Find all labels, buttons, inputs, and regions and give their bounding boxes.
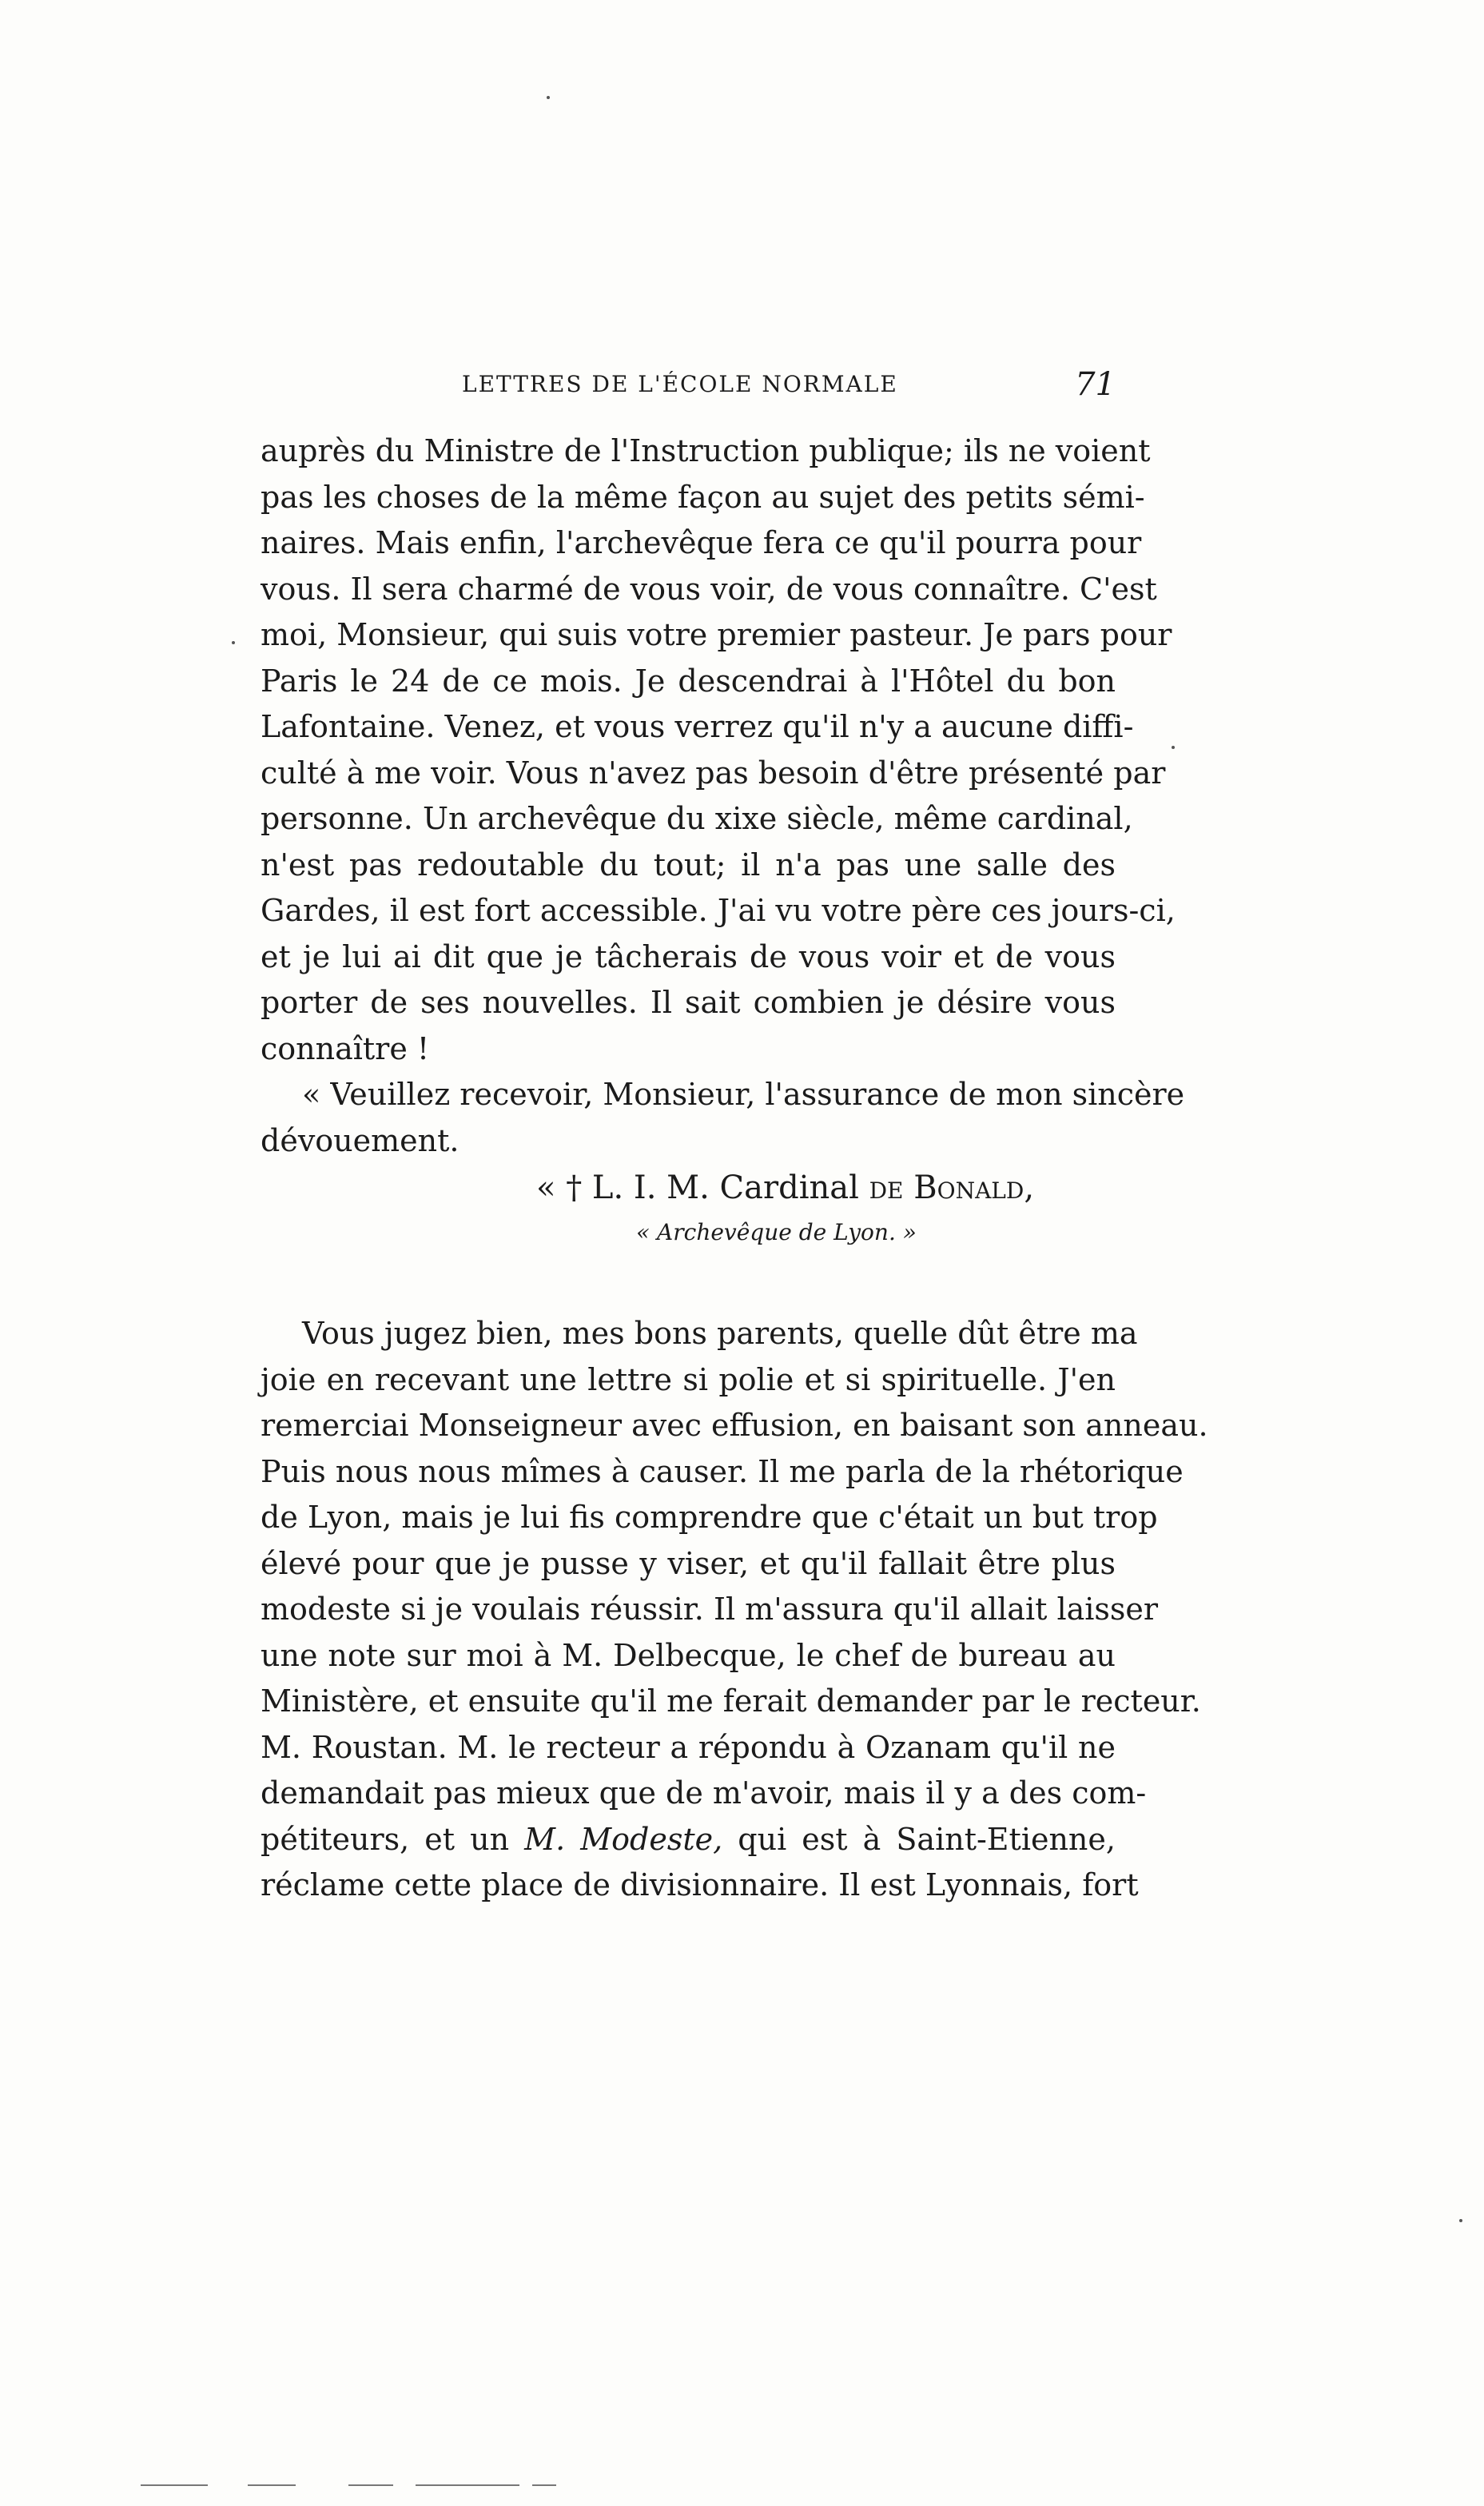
text-line: naires. Mais enfin, l'archevêque fera ce qu'il pourra pour	[261, 525, 1142, 560]
text-line: porter de ses nouvelles. Il sait combien je désire vous	[261, 985, 1116, 1020]
narrative-line: modeste si je voulais réussir. Il m'assura qu'il allait laisser	[261, 1592, 1159, 1627]
narrative-line: réclame cette place de divisionnaire. Il est Lyonnais, fort	[261, 1867, 1139, 1902]
narrative-line: Puis nous nous mîmes à causer. Il me parla de la rhétorique	[261, 1453, 1184, 1489]
print-speck	[1172, 746, 1175, 749]
line-text: pétiteurs, et un	[261, 1821, 525, 1857]
narrative-line: joie en recevant une lettre si polie et si spirituelle. J'en	[261, 1361, 1116, 1397]
text-line: personne. Un archevêque du xixe siècle, même cardinal,	[261, 801, 1133, 836]
running-header	[261, 366, 1124, 414]
narrative-line: Ministère, et ensuite qu'il me ferait demander par le recteur.	[261, 1683, 1201, 1719]
print-speck	[232, 641, 235, 644]
line-text: qui est à Saint-Etienne,	[722, 1821, 1116, 1857]
closing-line: dévouement.	[261, 1122, 460, 1158]
edge-rule	[348, 2484, 393, 2486]
edge-rule	[416, 2484, 519, 2486]
emphasis-name: M. Modeste,	[524, 1821, 723, 1857]
text-line: connaître !	[261, 1030, 430, 1066]
text-line: et je lui ai dit que je tâcherais de vous voir et de vous	[261, 938, 1116, 974]
main-text	[261, 428, 1208, 1909]
signature-line	[261, 1164, 1116, 1212]
page-number: 71	[1075, 366, 1116, 403]
signature-title: « Archevêque de Lyon. »	[636, 1219, 917, 1245]
text-line: pas les choses de la même façon au sujet des petits sémi-	[261, 479, 1145, 515]
text-line: Gardes, il est fort accessible. J'ai vu votre père ces jours-ci,	[261, 893, 1176, 928]
text-line: Paris le 24 de ce mois. Je descendrai à l'Hôtel du bon	[261, 663, 1116, 699]
narrative-line: une note sur moi à M. Delbecque, le chef de bureau au	[261, 1637, 1116, 1673]
narrative-line: Vous jugez bien, mes bons parents, quelle dût être ma	[302, 1316, 1138, 1351]
print-speck	[547, 96, 550, 99]
narrative-line: remerciai Monseigneur avec effusion, en baisant son anneau.	[261, 1408, 1208, 1443]
closing-line: « Veuillez recevoir, Monsieur, l'assurance de mon sincère	[302, 1077, 1185, 1112]
text-line: n'est pas redoutable du tout; il n'a pas une salle des	[261, 847, 1116, 882]
text-line: moi, Monsieur, qui suis votre premier pasteur. Je pars pour	[261, 617, 1172, 652]
running-title: LETTRES DE L'ÉCOLE NORMALE	[462, 371, 898, 397]
text-line: auprès du Ministre de l'Instruction publique; ils ne voient	[261, 433, 1151, 468]
narrative-line: demandait pas mieux que de m'avoir, mais il y a des com-	[261, 1775, 1147, 1811]
edge-rule	[141, 2484, 208, 2486]
signature-prefix: « † L. I. M. Cardinal	[536, 1169, 869, 1206]
narrative-line	[261, 1817, 1116, 1863]
text-line: Lafontaine. Venez, et vous verrez qu'il n'y a aucune diffi-	[261, 709, 1134, 744]
narrative-line: de Lyon, mais je lui fis comprendre que c'était un but trop	[261, 1500, 1158, 1535]
paragraph-gap	[261, 1253, 1116, 1311]
print-speck	[1459, 2219, 1462, 2222]
signature-name: de Bonald,	[869, 1169, 1035, 1206]
edge-rule	[248, 2484, 296, 2486]
edge-rule	[532, 2484, 556, 2486]
narrative-line: élevé pour que je pusse y viser, et qu'il fallait être plus	[261, 1545, 1116, 1581]
text-line: culté à me voir. Vous n'avez pas besoin d'être présenté par	[261, 755, 1166, 791]
text-line: vous. Il sera charmé de vous voir, de vous connaître. C'est	[261, 571, 1157, 607]
narrative-line: M. Roustan. M. le recteur a répondu à Ozanam qu'il ne	[261, 1729, 1116, 1765]
